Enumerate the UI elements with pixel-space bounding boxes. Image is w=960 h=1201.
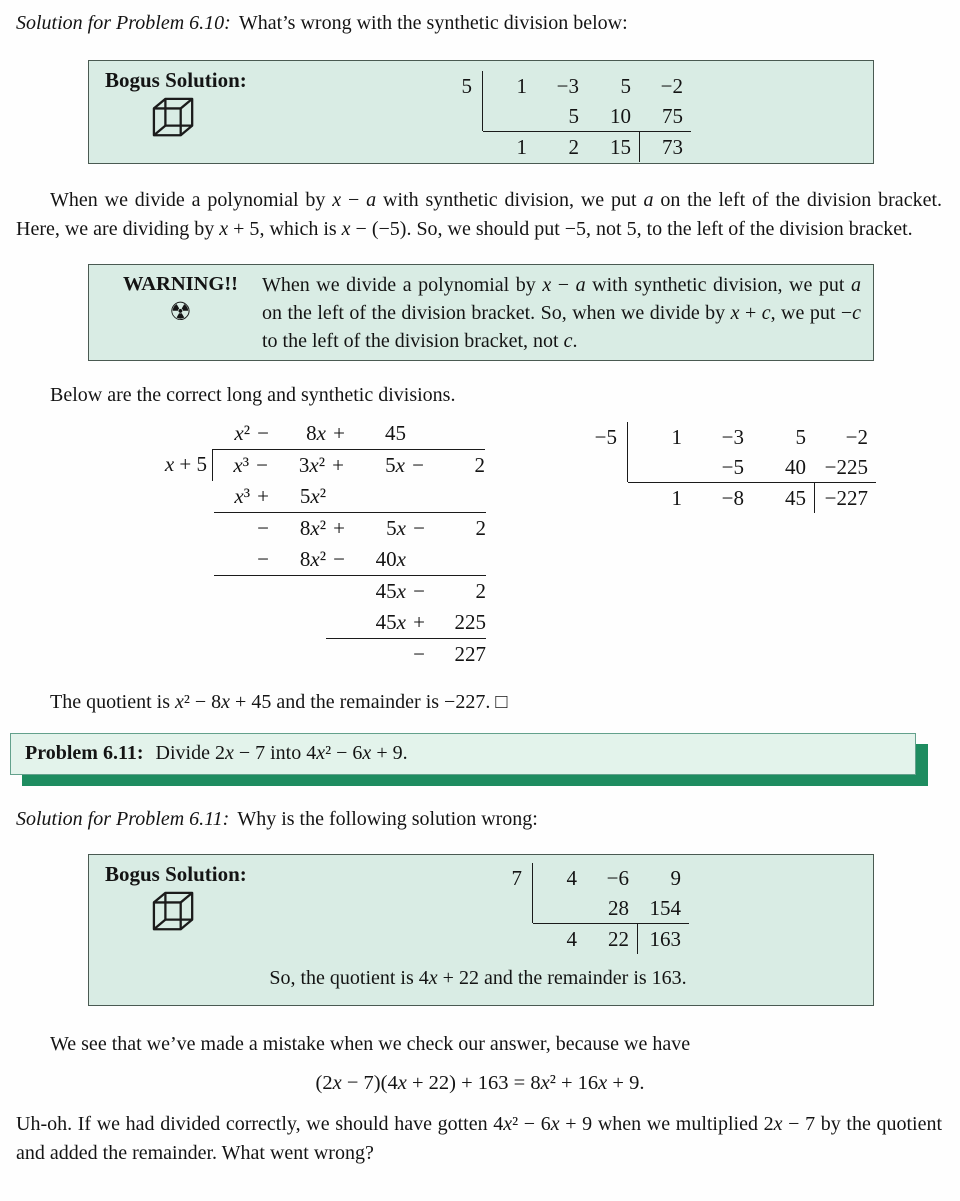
math-cell: [214, 639, 250, 670]
math-cell: [276, 576, 326, 607]
math-cell: −: [413, 642, 425, 666]
ld-work-row: [214, 639, 486, 670]
math-cell: [432, 481, 486, 512]
math-cell: 5: [795, 425, 806, 449]
math-cell: [250, 607, 276, 638]
math-cell: 45x: [375, 579, 406, 603]
math-cell: −8: [721, 486, 744, 510]
math-cell: 2: [475, 579, 486, 603]
math-cell: 73: [639, 132, 691, 162]
math-cell: [628, 452, 690, 482]
inline-math: c: [563, 330, 573, 352]
ld-work-row: [214, 481, 486, 512]
math-cell: 5: [568, 104, 579, 128]
math-cell: 5: [620, 74, 631, 98]
syn-products-row: [483, 101, 691, 131]
math-cell: 15: [610, 135, 631, 159]
bogus-solution-title: Bogus Solution:: [105, 68, 247, 92]
math-cell: 5x²: [299, 484, 326, 508]
paragraph-explanation: When we divide a polynomial by x − a with synthetic division, we put a on the left of the division bracket. Here, we are dividing by x + 5, which is x − (−5). So, we should put −5, not 5, to the left of the division bracket.: [16, 189, 942, 240]
inline-math: 4x² − 6x + 9: [493, 1113, 593, 1135]
math-cell: 5x: [386, 516, 406, 540]
math-cell: 163: [637, 924, 689, 954]
inline-math: 2x − 7: [763, 1113, 816, 1135]
warning-box: [88, 264, 874, 361]
math-cell: [352, 481, 406, 512]
inline-math: x − a: [332, 189, 377, 211]
math-cell: −: [333, 547, 345, 571]
math-cell: −2: [660, 74, 683, 98]
syn-result-row: [533, 924, 689, 954]
solution-6-10-text: What’s wrong with the synthetic division below:: [238, 12, 628, 34]
math-cell: 8x²: [299, 547, 326, 571]
inline-math: 2x − 7: [214, 742, 266, 764]
problem-6-11-box: [10, 733, 916, 775]
math-cell: [533, 893, 585, 923]
below-line: Below are the correct long and synthetic divisions.: [50, 384, 456, 406]
math-cell: [483, 101, 535, 131]
syn-products-row: [533, 893, 689, 923]
math-cell: [214, 576, 250, 607]
warning-title: WARNING!!: [122, 273, 239, 295]
math-cell: 28: [608, 896, 629, 920]
math-cell: 8x: [306, 421, 326, 445]
inline-math: x + 5: [219, 218, 260, 240]
inline-math: x² − 8x + 45: [174, 691, 272, 713]
ld-dividend-line: [150, 449, 486, 481]
math-cell: 40x: [375, 547, 406, 571]
syn-rows: [628, 422, 876, 482]
math-cell: [214, 513, 250, 544]
math-cell: x³: [234, 484, 250, 508]
math-cell: [432, 544, 486, 575]
math-cell: −227: [814, 483, 876, 513]
math-cell: x²: [234, 421, 250, 445]
syn-coefficients-row: [628, 422, 876, 452]
ld-work-row: [214, 576, 486, 607]
math-cell: 45x: [375, 610, 406, 634]
solution-6-11-text: Why is the following solution wrong:: [237, 808, 538, 830]
math-cell: x³: [233, 453, 249, 477]
syn-result-row: [483, 132, 691, 162]
math-cell: 10: [610, 104, 631, 128]
math-cell: 9: [670, 866, 681, 890]
quotient-statement: The quotient is x² − 8x + 45 and the remainder is −227. □: [50, 691, 508, 713]
synthetic-division-bogus-2: [493, 863, 689, 954]
math-cell: −: [256, 453, 268, 477]
math-cell: 4: [566, 927, 577, 951]
math-cell: 22: [608, 927, 629, 951]
math-cell: −: [257, 547, 269, 571]
open-box-icon: [149, 890, 199, 934]
ld-dividend-row: [213, 450, 485, 481]
ld-work-row: [214, 544, 486, 575]
bogus-box-2-top: [93, 859, 863, 954]
math-cell: −225: [824, 455, 868, 479]
synthetic-division-correct: [574, 422, 876, 513]
syn-rows: [483, 71, 691, 131]
inline-math: x − a: [542, 274, 586, 296]
syn-rows: [533, 863, 689, 923]
check-equation: (2x − 7)(4x + 22) + 163 = 8x² + 16x + 9.: [315, 1072, 645, 1094]
synthetic-division-bogus-1: [441, 71, 691, 163]
bogus-2-conclusion: So, the quotient is 4x + 22 and the remainder is 163.: [269, 967, 687, 989]
math-cell: [276, 607, 326, 638]
inline-math: 4x + 22: [418, 967, 479, 989]
math-cell: 5x: [385, 453, 405, 477]
math-cell: −3: [556, 74, 579, 98]
solution-6-10-label: Solution for Problem 6.10:: [16, 12, 231, 34]
inline-math: 4x² − 6x + 9: [306, 742, 403, 764]
math-cell: 1: [516, 135, 527, 159]
math-cell: 1: [671, 486, 682, 510]
ld-division-bracket: [212, 449, 485, 481]
warning-box-left: [99, 270, 262, 355]
syn-lead-number: 5: [441, 71, 483, 131]
inline-math: x − (−5): [341, 218, 407, 240]
math-cell: [326, 639, 352, 670]
math-cell: −: [413, 579, 425, 603]
math-cell: −: [413, 516, 425, 540]
math-cell: 75: [662, 104, 683, 128]
bogus-solution-box-1: [88, 60, 874, 164]
math-cell: −: [412, 453, 424, 477]
math-cell: +: [332, 453, 344, 477]
math-cell: [214, 544, 250, 575]
bogus-solution-box-2: [88, 854, 874, 1006]
check-statement: We see that we’ve made a mistake when we check our answer, because we have: [50, 1033, 691, 1055]
math-cell: 8x²: [299, 516, 326, 540]
math-cell: −: [257, 421, 269, 445]
math-cell: 45: [785, 486, 806, 510]
syn-result-rule: [628, 482, 876, 513]
ld-quotient-row: [214, 418, 486, 449]
math-cell: +: [257, 484, 269, 508]
bogus-solution-title: Bogus Solution:: [105, 862, 247, 886]
math-cell: [250, 639, 276, 670]
long-division: [150, 418, 486, 670]
final-paragraph: Uh-oh. If we had divided correctly, we should have gotten 4x² − 6x + 9 when we multiplied 2x − 7 by the quotient and added the remainder. What went wrong?: [16, 1113, 943, 1164]
warning-text: When we divide a polynomial by x − a with synthetic division, we put a on the left of the division bracket. So, when we divide by x + c, we put −c to the left of the division bracket, not c.: [262, 274, 862, 352]
math-cell: −2: [845, 425, 868, 449]
math-cell: [276, 639, 326, 670]
math-cell: 2: [474, 453, 485, 477]
problem-6-11-label: Problem 6.11:: [25, 742, 144, 764]
math-cell: 45: [385, 421, 406, 445]
problem-6-11-text: Divide 2x − 7 into 4x² − 6x + 9.: [155, 742, 408, 764]
ld-work-row: [214, 513, 486, 544]
syn-result-rule: [533, 923, 689, 954]
syn-coefficients-row: [533, 863, 689, 893]
math-cell: [250, 576, 276, 607]
math-cell: 154: [649, 896, 681, 920]
math-cell: +: [333, 516, 345, 540]
ld-divisor: x + 5: [164, 452, 207, 476]
math-cell: [432, 418, 486, 449]
math-cell: [326, 607, 352, 638]
ld-work-row: [214, 607, 486, 638]
math-cell: +: [413, 610, 425, 634]
math-cell: 40: [785, 455, 806, 479]
bogus-box-1-left: [93, 65, 293, 163]
bogus-box-2-left: [93, 859, 293, 954]
math-cell: 1: [516, 74, 527, 98]
syn-lead-number: −5: [574, 422, 628, 482]
inline-math: a: [851, 274, 862, 296]
math-cell: [406, 418, 432, 449]
solution-6-11-intro: [16, 805, 942, 834]
inline-math: −c: [840, 302, 862, 324]
solution-6-10-intro: [16, 0, 942, 38]
math-cell: [326, 576, 352, 607]
syn-products-row: [628, 452, 876, 482]
math-cell: [214, 607, 250, 638]
divisions-section: [150, 418, 960, 670]
math-cell: −3: [721, 425, 744, 449]
inline-math: a: [643, 189, 654, 211]
math-cell: 2: [475, 516, 486, 540]
math-cell: 3x²: [298, 453, 325, 477]
math-cell: 1: [671, 425, 682, 449]
math-cell: −6: [606, 866, 629, 890]
solution-6-11-label: Solution for Problem 6.11:: [16, 808, 230, 830]
math-cell: [352, 639, 406, 670]
math-cell: 227: [454, 642, 486, 666]
math-cell: −: [257, 516, 269, 540]
math-cell: [406, 481, 432, 512]
inline-math: x + c: [730, 302, 771, 324]
radiation-trefoil-icon: ☢: [169, 297, 192, 326]
math-cell: [406, 544, 432, 575]
math-cell: [326, 481, 352, 512]
open-box-icon: [149, 96, 199, 140]
math-cell: +: [333, 421, 345, 445]
math-cell: 2: [568, 135, 579, 159]
syn-result-row: [628, 483, 876, 513]
syn-coefficients-row: [483, 71, 691, 101]
math-cell: −5: [721, 455, 744, 479]
syn-result-rule: [483, 131, 691, 162]
syn-lead-number: 7: [493, 863, 533, 923]
math-cell: 4: [566, 866, 577, 890]
math-cell: 225: [454, 610, 486, 634]
